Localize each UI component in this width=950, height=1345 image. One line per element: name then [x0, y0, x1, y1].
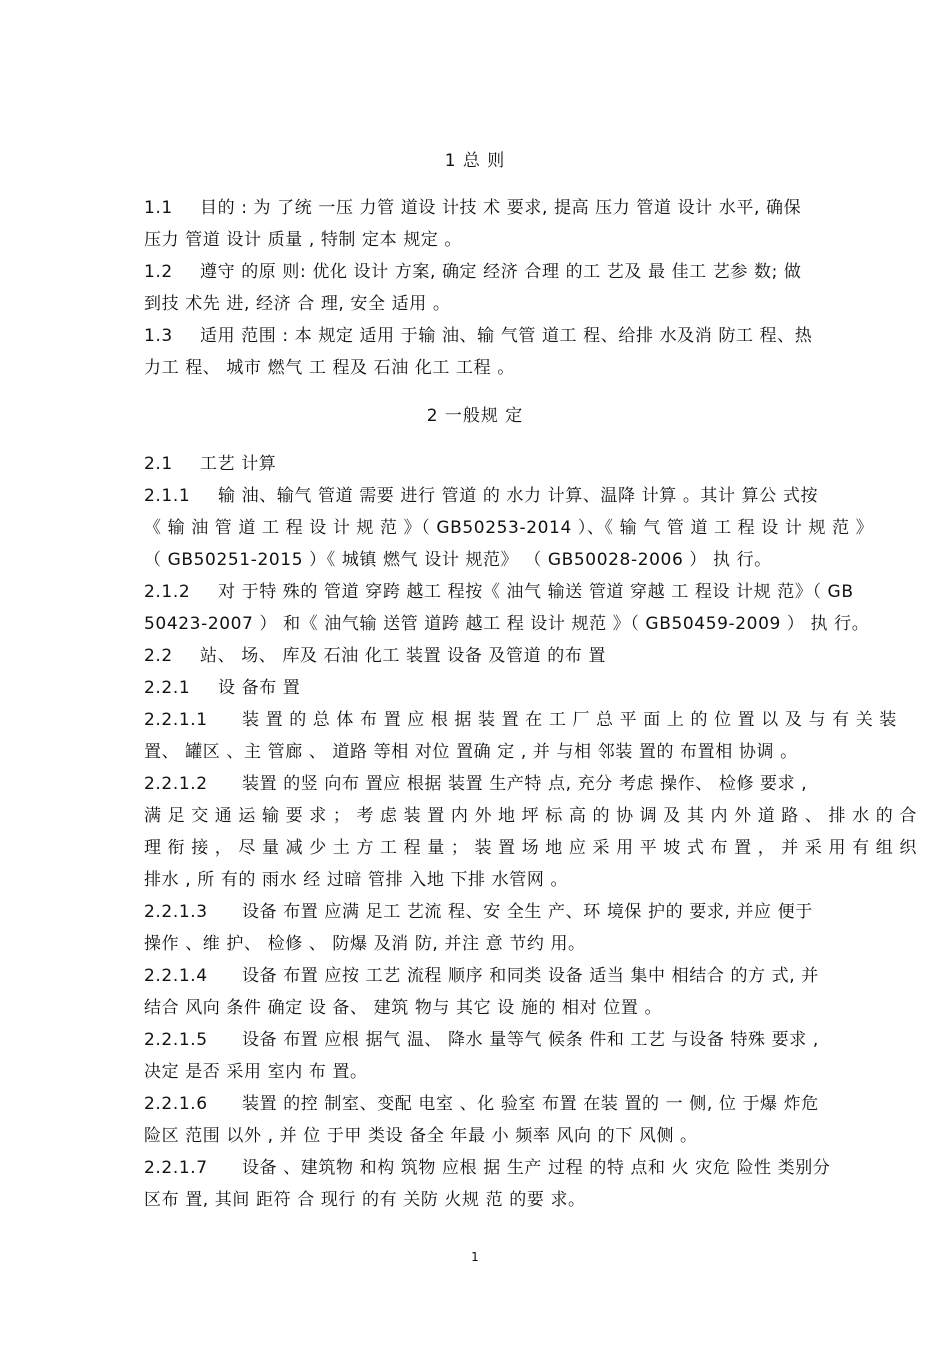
clause-number: 2.2.1.2	[144, 774, 208, 794]
clause-2-1-1-line-3: （ GB50251-2015 ）《 城镇 燃气 设计 规范》 （ GB50028-2006 ） 执 行。	[144, 550, 772, 570]
clause-2-1-2-line-1	[144, 577, 854, 602]
clause-2-2-1-5-line-2: 决定 是否 采用 室内 布 置。	[144, 1062, 368, 1082]
clause-text: 装 置 的 总 体 布 置 应 根 据 装 置 在 工 厂 总 平 面 上 的 位 置 以 及 与 有 关 装	[242, 710, 897, 730]
clause-2-2-1-1-line-1	[144, 705, 897, 730]
clause-2-2-1-5-line-1	[144, 1025, 819, 1050]
clause-number: 2.1.2	[144, 582, 191, 602]
clause-text: 装置 的竖 向布 置应 根据 装置 生产特 点, 充分 考虑 操作、 检修 要求 ,	[242, 774, 808, 794]
clause-2-2-1-2-line-3: 理 衔 接 ， 尽 量 减 少 土 方 工 程 量 ； 装 置 场 地 应 采 用 平 坡 式 布 置 ， 并 采 用 有 组 织	[144, 838, 917, 858]
clause-2-2-1-7-line-1	[144, 1153, 830, 1178]
clause-text: 设备 布置 应满 足工 艺流 程、安 全生 产、环 境保 护的 要求, 并应 便于	[242, 902, 813, 922]
clause-text: 装置 的控 制室、变配 电室 、化 验室 布置 在装 置的 一 侧, 位 于爆 炸危	[242, 1094, 819, 1114]
clause-2-2-1-2-line-2: 满 足 交 通 运 输 要 求 ； 考 虑 装 置 内 外 地 坪 标 高 的 协 调 及 其 内 外 道 路 、 排 水 的 合	[144, 806, 917, 826]
clause-text: 遵守 的原 则: 优化 设计 方案, 确定 经济 合理 的工 艺及 最 佳工 艺参 数; 做	[200, 262, 802, 282]
clause-1-2-line-2: 到技 术先 进, 经济 合 理, 安全 适用 。	[144, 294, 451, 314]
clause-text: 适用 范围 : 本 规定 适用 于输 油、输 气管 道工 程、给排 水及消 防工 程、热	[200, 326, 813, 346]
clause-1-2-line-1	[144, 257, 802, 282]
clause-2-2-1-2-line-1	[144, 769, 807, 794]
clause-1-1-line-2: 压力 管道 设计 质量 , 特制 定本 规定 。	[144, 230, 463, 250]
clause-number: 2.2.1.4	[144, 966, 208, 986]
clause-number: 2.2.1.5	[144, 1030, 208, 1050]
clause-1-3-line-1	[144, 321, 812, 346]
clause-2-2-1-3-line-2: 操作 、维 护、 检修 、 防爆 及消 防, 并注 意 节约 用。	[144, 934, 586, 954]
clause-number: 2.2.1.6	[144, 1094, 208, 1114]
clause-2-2-1	[144, 673, 300, 698]
clause-text: 对 于特 殊的 管道 穿跨 越工 程按《 油气 输送 管道 穿越 工 程设 计规 范》（ GB	[218, 582, 854, 602]
clause-2-1-1-line-1	[144, 481, 818, 506]
clause-2-2-1-6-line-2: 险区 范围 以外 , 并 位 于甲 类设 备全 年最 小 频率 风向 的下 风侧 。	[144, 1126, 698, 1146]
clause-number: 2.2.1.3	[144, 902, 208, 922]
clause-number: 1.1	[144, 198, 173, 218]
clause-2-2-1-7-line-2: 区布 置, 其间 距符 合 现行 的有 关防 火规 范 的要 求。	[144, 1190, 586, 1210]
clause-2-1	[144, 449, 276, 474]
clause-text: 设备 、建筑物 和构 筑物 应根 据 生产 过程 的特 点和 火 灾危 险性 类别分	[242, 1158, 831, 1178]
clause-number: 2.2	[144, 646, 173, 666]
clause-2-2-1-3-line-1	[144, 897, 813, 922]
section-heading-1: 1 总 则	[444, 151, 506, 171]
clause-text: 设 备布 置	[218, 678, 301, 698]
clause-text: 目的 : 为 了统 一压 力管 道设 计技 术 要求, 提高 压力 管道 设计 水平, 确保	[200, 198, 802, 218]
clause-text: 工艺 计算	[200, 454, 277, 474]
clause-2-2-1-4-line-2: 结合 风向 条件 确定 设 备、 建筑 物与 其它 设 施的 相对 位置 。	[144, 998, 663, 1018]
clause-text: 站、 场、 库及 石油 化工 装置 设备 及管道 的布 置	[200, 646, 607, 666]
clause-1-3-line-2: 力工 程、 城市 燃气 工 程及 石油 化工 工程 。	[144, 358, 515, 378]
page-number: 1	[471, 1250, 479, 1264]
clause-2-2-1-6-line-1	[144, 1089, 819, 1114]
clause-text: 设备 布置 应根 据气 温、 降水 量等气 候条 件和 工艺 与设备 特殊 要求 ,	[242, 1030, 819, 1050]
clause-number: 2.2.1.1	[144, 710, 208, 730]
clause-2-2-1-2-line-4: 排水 , 所 有的 雨水 经 过暗 管排 入地 下排 水管网 。	[144, 870, 569, 890]
clause-number: 2.1	[144, 454, 173, 474]
clause-2-1-2-line-2: 50423-2007 ） 和《 油气输 送管 道跨 越工 程 设计 规范 》（ GB50459-2009 ） 执 行。	[144, 614, 870, 634]
clause-2-2-1-1-line-2: 置、 罐区 、主 管廊 、 道路 等相 对位 置确 定 , 并 与相 邻装 置的 布置相 协调 。	[144, 742, 798, 762]
clause-2-2	[144, 641, 606, 666]
clause-number: 2.1.1	[144, 486, 191, 506]
clause-text: 设备 布置 应按 工艺 流程 顺序 和同类 设备 适当 集中 相结合 的方 式, 并	[242, 966, 819, 986]
clause-number: 2.2.1	[144, 678, 191, 698]
clause-2-1-1-line-2: 《 输 油 管 道 工 程 设 计 规 范 》（ GB50253-2014 ）、《 输 气 管 道 工 程 设 计 规 范 》	[144, 518, 874, 538]
section-heading-2: 2 一般规 定	[426, 406, 524, 426]
clause-1-1-line-1	[144, 193, 801, 218]
clause-number: 1.2	[144, 262, 173, 282]
clause-text: 输 油、输气 管道 需要 进行 管道 的 水力 计算、温降 计算 。其计 算公 式按	[218, 486, 819, 506]
clause-number: 1.3	[144, 326, 173, 346]
clause-number: 2.2.1.7	[144, 1158, 208, 1178]
clause-2-2-1-4-line-1	[144, 961, 819, 986]
